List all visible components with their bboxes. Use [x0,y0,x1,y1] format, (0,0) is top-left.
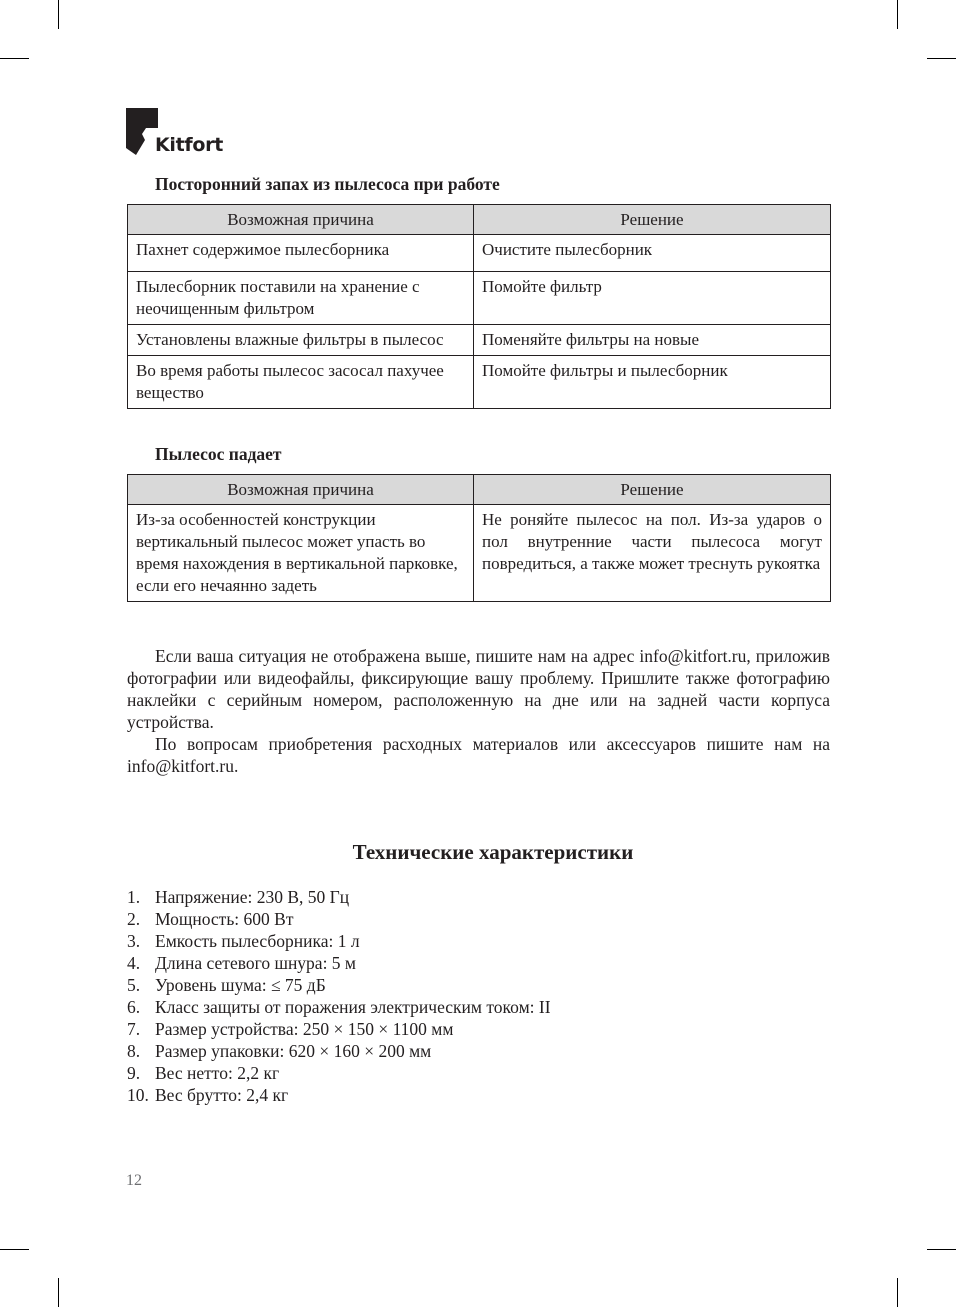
table-row [128,505,831,602]
column-header-cause: Возможная причина [128,475,474,505]
column-header-solution: Решение [474,205,831,235]
cause-cell: Во время работы пылесос засосал пахучее вещество [128,356,474,409]
spec-item: 10. Вес брутто: 2,4 кг [127,1085,289,1105]
brand-name: Kitfort [155,134,223,156]
spec-item: 2. Мощность: 600 Вт [127,909,294,929]
crop-mark [0,58,29,59]
odor-troubleshooting-table [127,204,831,409]
cause-cell: Установлены влажные фильтры в пылесос [128,325,474,356]
table-row [128,356,831,409]
crop-mark [58,1278,59,1307]
crop-mark [927,58,956,59]
solution-cell: Очистите пылесборник [474,235,831,272]
solution-cell: Помойте фильтры и пылесборник [474,356,831,409]
solution-cell: Помойте фильтр [474,272,831,325]
spec-item: 1. Напряжение: 230 В, 50 Гц [127,887,350,907]
solution-cell: Не роняйте пылесос на пол. Из-за ударов о пол внутренние части пылесоса могут повредиться, а также может треснуть рукоятка [474,505,831,602]
page-number: 12 [126,1172,142,1189]
specs-title: Технические характеристики [352,840,634,864]
spec-item: 7. Размер устройства: 250 × 150 × 1100 мм [127,1019,454,1039]
specs-list [127,886,551,1106]
contact-paragraph: Если ваша ситуация не отображена выше, пишите нам на адрес info@kitfort.ru, приложив фотографии или видеофайлы, фиксирующие вашу проблему. Пришлите также фотографию наклейки с серийным номером, расположенную на дне или на задней части корпуса устройства. [127,646,830,732]
cause-cell: Пахнет содержимое пылесборника [128,235,474,272]
table-header-row [128,205,831,235]
spec-item: 8. Размер упаковки: 620 × 160 × 200 мм [127,1041,432,1061]
crop-mark [927,1249,956,1250]
cause-cell: Из-за особенностей конструкции вертикальный пылесос может упасть во время нахождения в вертикальной парковке, если его нечаянно задеть [128,505,474,602]
spec-item: 9. Вес нетто: 2,2 кг [127,1063,280,1083]
table-row [128,235,831,272]
column-header-cause: Возможная причина [128,205,474,235]
crop-mark [58,0,59,29]
crop-mark [897,1278,898,1307]
spec-item: 6. Класс защиты от поражения электрическим током: II [127,997,551,1017]
column-header-solution: Решение [474,475,831,505]
spec-item: 5. Уровень шума: ≤ 75 дБ [127,975,326,995]
spec-item: 4. Длина сетевого шнура: 5 м [127,953,357,973]
falling-troubleshooting-table [127,474,831,602]
section-heading: Пылесос падает [155,444,282,464]
solution-cell: Поменяйте фильтры на новые [474,325,831,356]
table-row [128,325,831,356]
cause-cell: Пылесборник поставили на хранение с неочищенным фильтром [128,272,474,325]
crop-mark [897,0,898,29]
crop-mark [0,1249,29,1250]
spec-item: 3. Емкость пылесборника: 1 л [127,931,360,951]
table-row [128,272,831,325]
accessories-paragraph: По вопросам приобретения расходных материалов или аксессуаров пишите нам на info@kitfort.ru. [127,734,830,776]
table-header-row [128,475,831,505]
section-heading: Посторонний запах из пылесоса при работе [155,174,500,194]
contact-info [127,645,830,777]
